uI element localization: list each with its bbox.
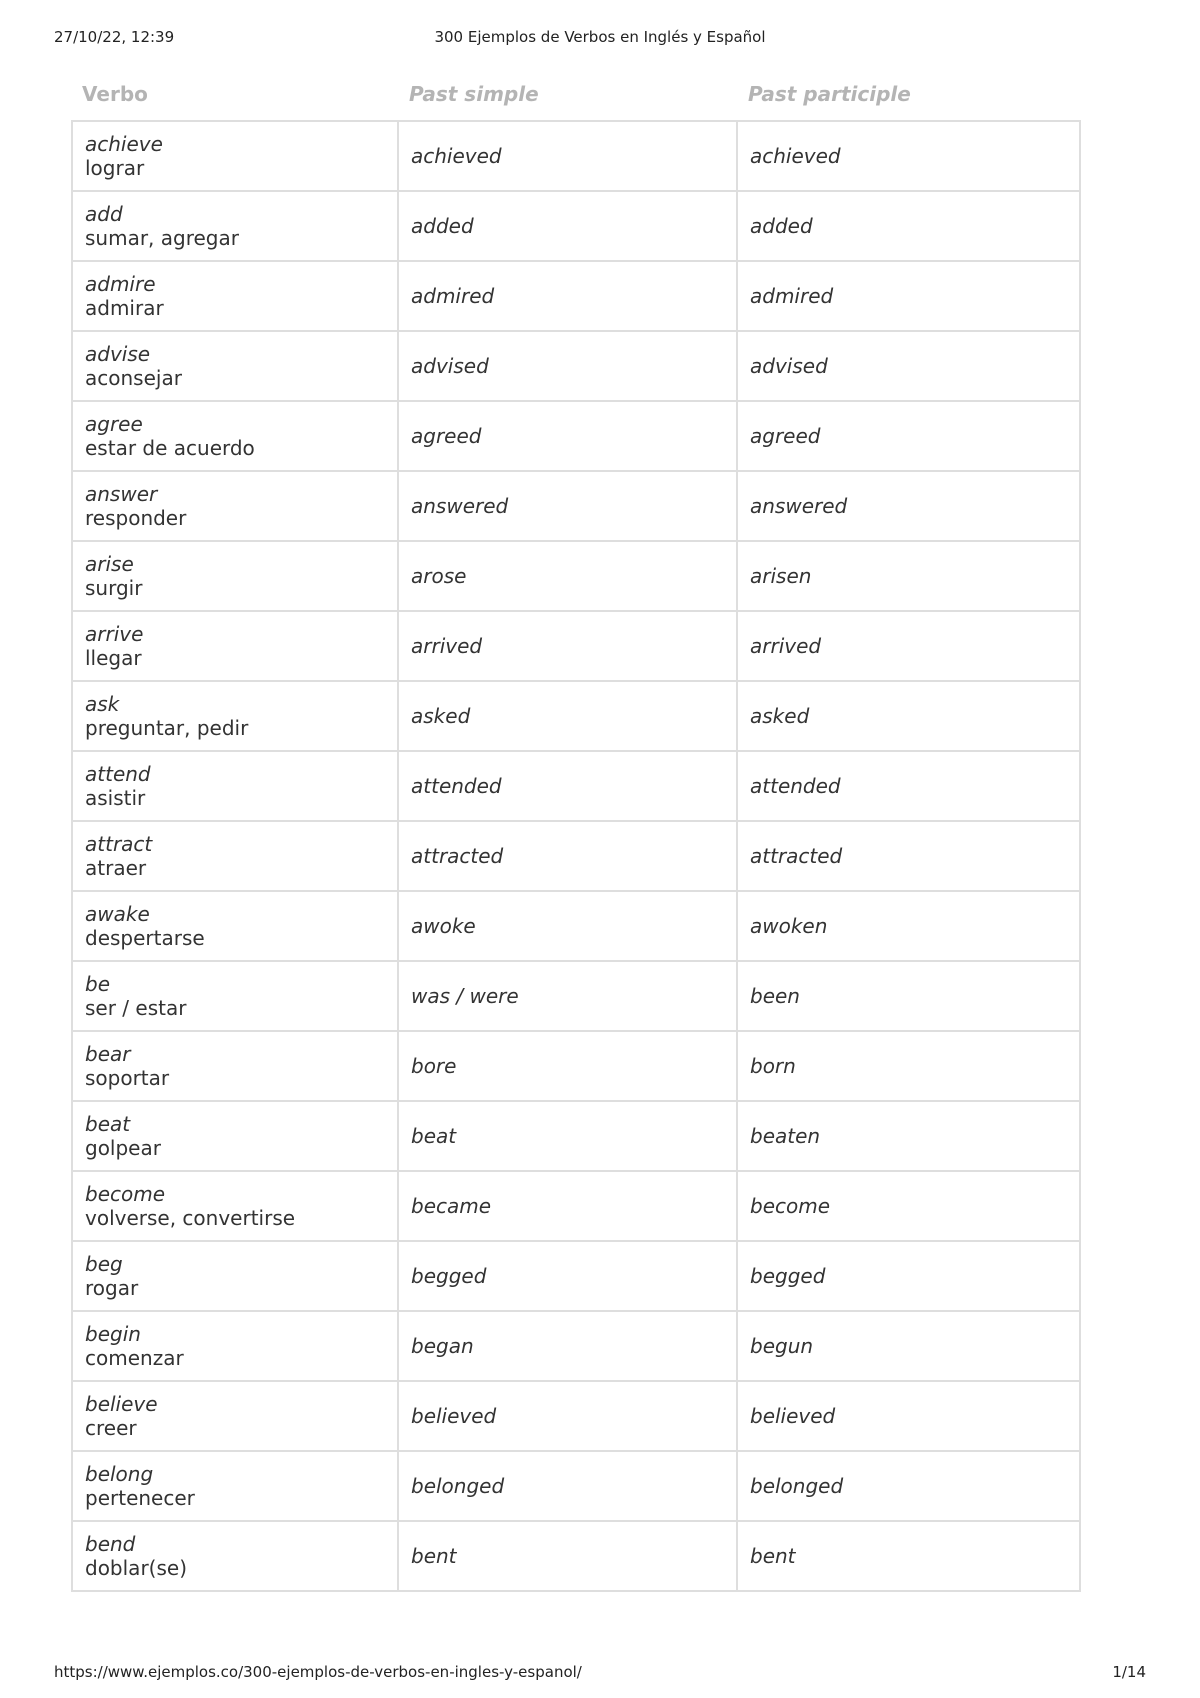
past-simple-cell: was / were bbox=[398, 961, 737, 1031]
verb-spanish: creer bbox=[85, 1416, 137, 1440]
verb-english: arrive bbox=[85, 622, 144, 646]
verb-spanish: lograr bbox=[85, 156, 145, 180]
verb-english: ask bbox=[85, 692, 120, 716]
table-row bbox=[72, 401, 1080, 471]
verb-cell bbox=[72, 1521, 398, 1591]
table-row bbox=[72, 961, 1080, 1031]
table-header-row bbox=[72, 82, 1080, 114]
verb-spanish: surgir bbox=[85, 576, 143, 600]
past-participle-cell: been bbox=[737, 961, 1080, 1031]
table-row bbox=[72, 1101, 1080, 1171]
past-participle-cell: achieved bbox=[737, 121, 1080, 191]
verb-spanish: rogar bbox=[85, 1276, 139, 1300]
table-row bbox=[72, 1171, 1080, 1241]
verb-spanish: asistir bbox=[85, 786, 146, 810]
past-simple-cell: answered bbox=[398, 471, 737, 541]
verb-spanish: sumar, agregar bbox=[85, 226, 239, 250]
table-row bbox=[72, 1381, 1080, 1451]
past-simple-cell: beat bbox=[398, 1101, 737, 1171]
past-simple-cell: advised bbox=[398, 331, 737, 401]
table-row bbox=[72, 1521, 1080, 1591]
verb-cell bbox=[72, 1241, 398, 1311]
past-participle-cell: added bbox=[737, 191, 1080, 261]
past-participle-cell: arrived bbox=[737, 611, 1080, 681]
verb-cell bbox=[72, 261, 398, 331]
past-participle-cell: begged bbox=[737, 1241, 1080, 1311]
print-datetime: 27/10/22, 12:39 bbox=[54, 28, 175, 46]
table-row bbox=[72, 751, 1080, 821]
verb-spanish: comenzar bbox=[85, 1346, 184, 1370]
table-row bbox=[72, 1451, 1080, 1521]
print-page-title: 300 Ejemplos de Verbos en Inglés y Español bbox=[434, 28, 766, 46]
past-simple-cell: began bbox=[398, 1311, 737, 1381]
verb-english: believe bbox=[85, 1392, 158, 1416]
past-participle-cell: asked bbox=[737, 681, 1080, 751]
verb-spanish: atraer bbox=[85, 856, 147, 880]
verb-spanish: soportar bbox=[85, 1066, 170, 1090]
verb-english: bear bbox=[85, 1042, 131, 1066]
header-past-participle: Past participle bbox=[748, 82, 911, 106]
verb-spanish: responder bbox=[85, 506, 187, 530]
print-url: https://www.ejemplos.co/300-ejemplos-de-verbos-en-ingles-y-espanol/ bbox=[54, 1663, 582, 1681]
verb-cell bbox=[72, 121, 398, 191]
verb-english: attract bbox=[85, 832, 153, 856]
past-participle-cell: attracted bbox=[737, 821, 1080, 891]
past-simple-cell: achieved bbox=[398, 121, 737, 191]
past-participle-cell: bent bbox=[737, 1521, 1080, 1591]
verbs-table bbox=[71, 120, 1081, 1592]
past-participle-cell: admired bbox=[737, 261, 1080, 331]
verb-spanish: aconsejar bbox=[85, 366, 182, 390]
verb-english: advise bbox=[85, 342, 151, 366]
verb-spanish: admirar bbox=[85, 296, 164, 320]
table-row bbox=[72, 471, 1080, 541]
past-simple-cell: added bbox=[398, 191, 737, 261]
verb-english: agree bbox=[85, 412, 143, 436]
past-participle-cell: agreed bbox=[737, 401, 1080, 471]
table-row bbox=[72, 1241, 1080, 1311]
verb-english: answer bbox=[85, 482, 158, 506]
verb-cell bbox=[72, 611, 398, 681]
verb-spanish: pertenecer bbox=[85, 1486, 195, 1510]
table-row bbox=[72, 891, 1080, 961]
verb-cell bbox=[72, 681, 398, 751]
past-participle-cell: belonged bbox=[737, 1451, 1080, 1521]
past-participle-cell: become bbox=[737, 1171, 1080, 1241]
verb-english: awake bbox=[85, 902, 150, 926]
verb-english: begin bbox=[85, 1322, 141, 1346]
verb-english: be bbox=[85, 972, 110, 996]
verb-english: arise bbox=[85, 552, 134, 576]
verb-spanish: volverse, convertirse bbox=[85, 1206, 296, 1230]
verb-english: achieve bbox=[85, 132, 163, 156]
verb-cell bbox=[72, 821, 398, 891]
verb-cell bbox=[72, 1381, 398, 1451]
past-simple-cell: agreed bbox=[398, 401, 737, 471]
past-participle-cell: believed bbox=[737, 1381, 1080, 1451]
past-simple-cell: arrived bbox=[398, 611, 737, 681]
past-participle-cell: beaten bbox=[737, 1101, 1080, 1171]
verb-cell bbox=[72, 471, 398, 541]
verb-english: attend bbox=[85, 762, 151, 786]
past-simple-cell: belonged bbox=[398, 1451, 737, 1521]
verb-cell bbox=[72, 1311, 398, 1381]
past-participle-cell: answered bbox=[737, 471, 1080, 541]
past-simple-cell: attracted bbox=[398, 821, 737, 891]
verb-english: beat bbox=[85, 1112, 131, 1136]
verb-spanish: despertarse bbox=[85, 926, 205, 950]
past-simple-cell: asked bbox=[398, 681, 737, 751]
table-row bbox=[72, 331, 1080, 401]
verb-spanish: doblar(se) bbox=[85, 1556, 187, 1580]
past-simple-cell: admired bbox=[398, 261, 737, 331]
table-row bbox=[72, 681, 1080, 751]
verb-spanish: preguntar, pedir bbox=[85, 716, 249, 740]
verb-english: belong bbox=[85, 1462, 154, 1486]
print-page-number: 1/14 bbox=[1112, 1663, 1146, 1681]
verb-english: become bbox=[85, 1182, 166, 1206]
past-participle-cell: advised bbox=[737, 331, 1080, 401]
verb-cell bbox=[72, 1451, 398, 1521]
past-simple-cell: became bbox=[398, 1171, 737, 1241]
past-simple-cell: arose bbox=[398, 541, 737, 611]
past-participle-cell: attended bbox=[737, 751, 1080, 821]
verb-spanish: estar de acuerdo bbox=[85, 436, 255, 460]
verb-cell bbox=[72, 1031, 398, 1101]
verb-cell bbox=[72, 331, 398, 401]
header-past-simple: Past simple bbox=[409, 82, 539, 106]
past-participle-cell: awoken bbox=[737, 891, 1080, 961]
table-row bbox=[72, 821, 1080, 891]
verb-cell bbox=[72, 961, 398, 1031]
verb-english: admire bbox=[85, 272, 156, 296]
table-row bbox=[72, 261, 1080, 331]
table-row bbox=[72, 191, 1080, 261]
verb-cell bbox=[72, 891, 398, 961]
past-simple-cell: begged bbox=[398, 1241, 737, 1311]
verb-english: beg bbox=[85, 1252, 123, 1276]
past-simple-cell: believed bbox=[398, 1381, 737, 1451]
verb-cell bbox=[72, 1101, 398, 1171]
past-simple-cell: bent bbox=[398, 1521, 737, 1591]
past-simple-cell: awoke bbox=[398, 891, 737, 961]
verb-cell bbox=[72, 1171, 398, 1241]
verb-spanish: ser / estar bbox=[85, 996, 187, 1020]
past-participle-cell: arisen bbox=[737, 541, 1080, 611]
table-row bbox=[72, 1311, 1080, 1381]
header-verbo: Verbo bbox=[82, 82, 148, 106]
table-row bbox=[72, 1031, 1080, 1101]
verb-english: bend bbox=[85, 1532, 136, 1556]
past-participle-cell: born bbox=[737, 1031, 1080, 1101]
verb-spanish: golpear bbox=[85, 1136, 161, 1160]
past-participle-cell: begun bbox=[737, 1311, 1080, 1381]
table-row bbox=[72, 121, 1080, 191]
table-row bbox=[72, 611, 1080, 681]
past-simple-cell: bore bbox=[398, 1031, 737, 1101]
verb-english: add bbox=[85, 202, 123, 226]
verb-spanish: llegar bbox=[85, 646, 142, 670]
verb-cell bbox=[72, 541, 398, 611]
table-row bbox=[72, 541, 1080, 611]
verb-cell bbox=[72, 751, 398, 821]
past-simple-cell: attended bbox=[398, 751, 737, 821]
verb-cell bbox=[72, 191, 398, 261]
verb-cell bbox=[72, 401, 398, 471]
